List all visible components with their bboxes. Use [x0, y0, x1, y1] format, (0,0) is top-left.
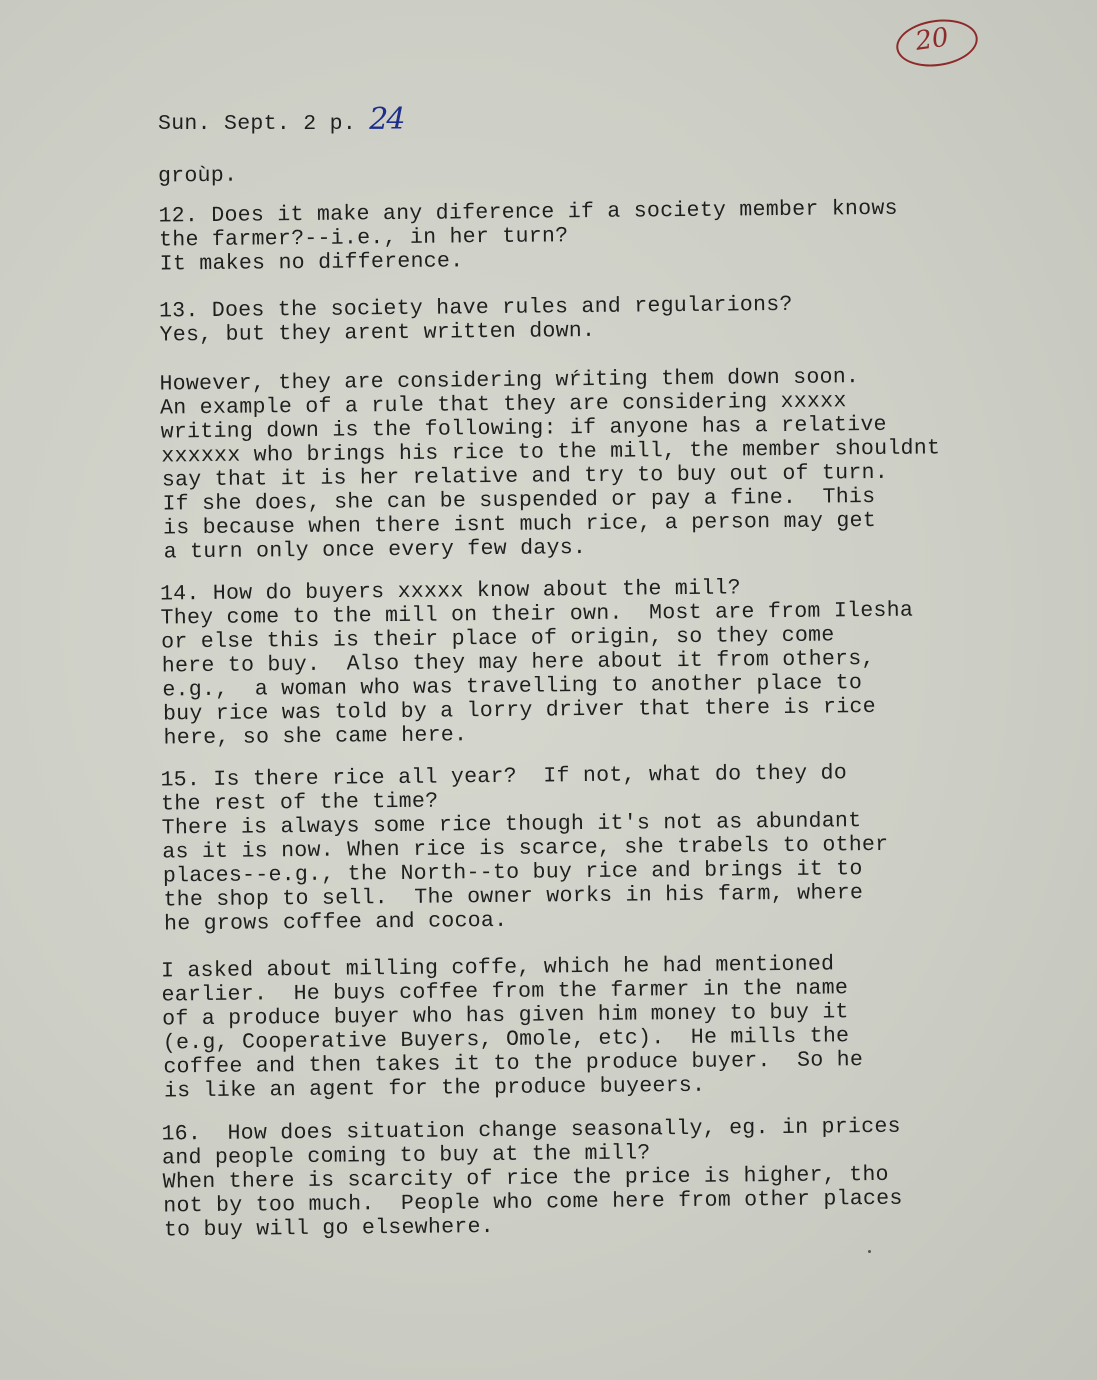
text-line: say that it is her relative and try to buy out of turn.: [161, 460, 889, 493]
paragraph: [158, 761, 1018, 937]
text-line: the farmer?--i.e., in her turn?: [158, 224, 569, 253]
page-number: 20: [913, 22, 951, 57]
text-line: groùp.: [157, 163, 238, 189]
header-date: Sun. Sept. 2 p.: [158, 112, 370, 136]
speck-mark: [868, 1250, 871, 1253]
text-line: I asked about milling coffe, which he had mentioned: [160, 952, 835, 984]
text-line: Yes, but they arent written down.: [159, 318, 596, 348]
text-line: writing down is the following: if anyone has a relative: [160, 412, 887, 445]
text-line: to buy will go elsewhere.: [163, 1214, 495, 1243]
text-line: not by too much. People who come here from other places: [163, 1186, 903, 1219]
paragraph: [158, 292, 1018, 348]
text-line: 12. Does it make any diference if a society member knows: [158, 196, 898, 229]
text-line: There is always some rice though it's not as abundant: [161, 809, 862, 841]
text-line: It makes no difference.: [159, 249, 464, 277]
text-line: the shop to sell. The owner works in his farm, where: [163, 881, 864, 913]
paragraph: [157, 160, 1018, 189]
text-line: is because when there isnt much rice, a person may get: [162, 508, 877, 541]
text-line: xxxxxx who brings his rice to the mill, the member shouldnt: [161, 436, 941, 469]
paragraph: [158, 1114, 1018, 1243]
text-line: coffee and then takes it to the produce buyer. So he: [163, 1048, 864, 1080]
page-number-stamp: [893, 15, 981, 72]
text-line: However, they are considering wŕiting them down soon.: [159, 365, 860, 397]
paragraph: [158, 576, 1018, 751]
text-line: the rest of the time?: [160, 789, 439, 817]
text-line: (e.g, Cooperative Buyers, Omole, etc). He mills the: [162, 1024, 850, 1056]
text-line: is like an agent for the produce buyeers.: [163, 1073, 706, 1104]
text-line: he grows coffee and cocoa.: [163, 908, 508, 937]
text-line: and people coming to buy at the mill?: [161, 1141, 651, 1171]
text-line: 13. Does the society have rules and regularions?: [158, 292, 793, 324]
text-line: 16. How does situation change seasonally, eg. in prices: [161, 1114, 901, 1147]
text-line: here, so she came here.: [163, 723, 468, 751]
page-header: [158, 102, 1018, 137]
text-line: 15. Is there rice all year? If not, what do they do: [160, 761, 848, 793]
paragraph: [158, 952, 1018, 1104]
text-line: If she does, she can be suspended or pay a fine. This: [162, 484, 876, 517]
text-line: a turn only once every few days.: [163, 536, 587, 565]
paragraph: [158, 365, 1018, 565]
handwritten-page-number: 24: [369, 102, 404, 137]
text-line: here to buy. Also they may here about it from others,: [161, 646, 875, 679]
paragraph: [158, 196, 1018, 277]
text-line: An example of a rule that they are considering xxxxx: [159, 389, 847, 421]
text-line: When there is scarcity of rice the price is higher, tho: [162, 1162, 889, 1195]
text-line: They come to the mill on their own. Most are from Ilesha: [160, 598, 914, 631]
text-line: earlier. He buys coffee from the farmer in the name: [161, 976, 849, 1008]
text-line: e.g., a woman who was travelling to another place to: [162, 671, 863, 703]
text-line: places--e.g., the North--to buy rice and brings it to: [162, 857, 863, 889]
text-line: 14. How do buyers xxxxx know about the mill?: [159, 576, 742, 607]
text-line: as it is now. When rice is scarce, she trabels to other: [162, 832, 889, 865]
text-line: or else this is their place of origin, so they come: [161, 623, 835, 655]
text-line: buy rice was told by a lorry driver that there is rice: [162, 694, 877, 727]
text-line: of a produce buyer who has given him money to buy it: [162, 1000, 849, 1032]
